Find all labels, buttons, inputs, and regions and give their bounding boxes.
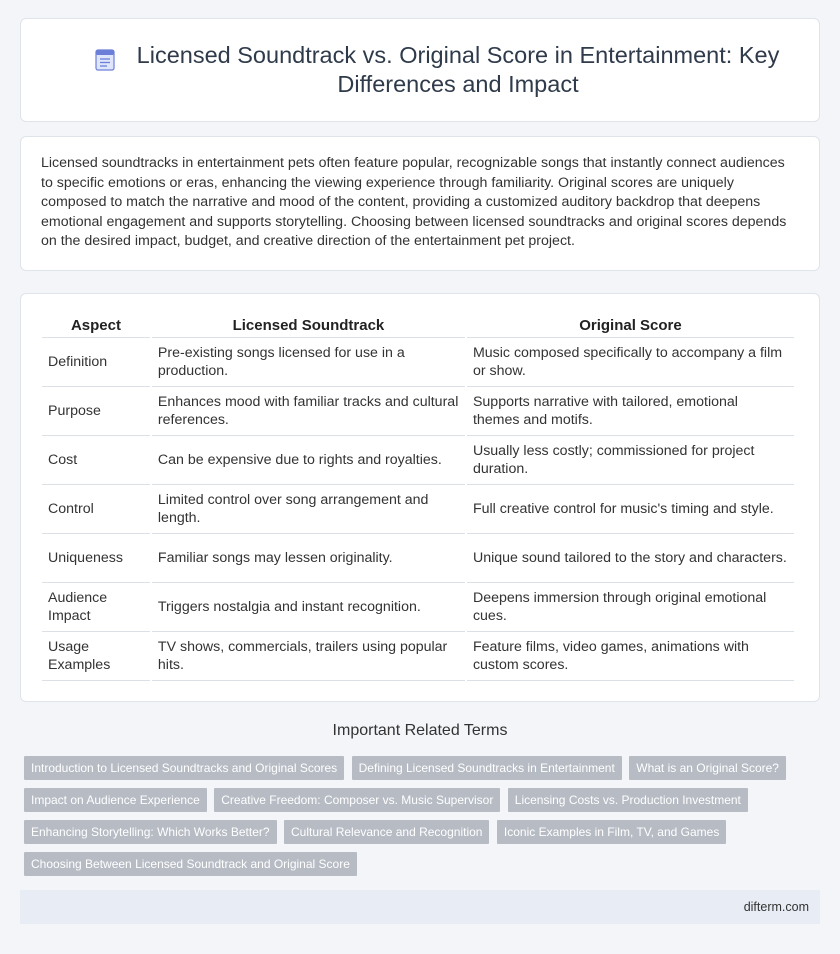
page-title: Licensed Soundtrack vs. Original Score in Entertainment: Key Differences and Impact: [136, 42, 780, 97]
cell-original: Unique sound tailored to the story and characters.: [467, 534, 794, 583]
related-term-link[interactable]: Defining Licensed Soundtracks in Entertainment: [352, 756, 622, 780]
cell-aspect: Uniqueness: [42, 534, 150, 583]
table-row: [42, 485, 794, 534]
document-icon: [92, 47, 118, 73]
cell-aspect: Purpose: [42, 387, 150, 436]
table-row: [42, 632, 794, 681]
site-name[interactable]: difterm.com: [743, 900, 809, 914]
cell-aspect: Audience Impact: [42, 583, 150, 632]
related-term-link[interactable]: Cultural Relevance and Recognition: [284, 820, 489, 844]
cell-licensed: Limited control over song arrangement and length.: [152, 485, 465, 534]
comparison-card: [20, 293, 820, 702]
cell-licensed: Enhances mood with familiar tracks and cultural references.: [152, 387, 465, 436]
table-row: [42, 436, 794, 485]
cell-original: Usually less costly; commissioned for project duration.: [467, 436, 794, 485]
related-term-link[interactable]: Licensing Costs vs. Production Investment: [508, 788, 748, 812]
cell-original: Deepens immersion through original emotional cues.: [467, 583, 794, 632]
cell-aspect: Control: [42, 485, 150, 534]
table-row: [42, 534, 794, 583]
title-card: [20, 18, 820, 122]
cell-original: Full creative control for music's timing and style.: [467, 485, 794, 534]
cell-original: Supports narrative with tailored, emotional themes and motifs.: [467, 387, 794, 436]
related-term-link[interactable]: Creative Freedom: Composer vs. Music Supervisor: [214, 788, 500, 812]
cell-aspect: Usage Examples: [42, 632, 150, 681]
cell-licensed: TV shows, commercials, trailers using popular hits.: [152, 632, 465, 681]
cell-original: Music composed specifically to accompany a film or show.: [467, 338, 794, 387]
header-aspect: Aspect: [42, 314, 150, 338]
intro-paragraph: Licensed soundtracks in entertainment pets often feature popular, recognizable songs that instantly connect audiences to specific emotions or eras, enhancing the viewing experience through familiarity. Original scores are uniquely composed to match the narrative and mood of the content, providing a customized auditory backdrop that deepens emotional engagement and supports storytelling. Choosing between licensed soundtracks and original scores depends on the desired impact, budget, and creative direction of the entertainment pet project.: [41, 155, 787, 250]
related-term-link[interactable]: Iconic Examples in Film, TV, and Games: [497, 820, 726, 844]
intro-card: [20, 136, 820, 271]
related-term-link[interactable]: Enhancing Storytelling: Which Works Better?: [24, 820, 277, 844]
related-term-link[interactable]: What is an Original Score?: [629, 756, 786, 780]
related-term-link[interactable]: Choosing Between Licensed Soundtrack and Original Score: [24, 852, 357, 876]
cell-original: Feature films, video games, animations with custom scores.: [467, 632, 794, 681]
cell-licensed: Triggers nostalgia and instant recognition.: [152, 583, 465, 632]
cell-aspect: Cost: [42, 436, 150, 485]
header-original: Original Score: [467, 314, 794, 338]
cell-aspect: Definition: [42, 338, 150, 387]
header-licensed: Licensed Soundtrack: [152, 314, 465, 338]
related-terms-list: [24, 756, 824, 884]
cell-licensed: Pre-existing songs licensed for use in a production.: [152, 338, 465, 387]
table-row: [42, 387, 794, 436]
cell-licensed: Can be expensive due to rights and royalties.: [152, 436, 465, 485]
table-header-row: [42, 314, 794, 338]
related-term-link[interactable]: Impact on Audience Experience: [24, 788, 207, 812]
table-row: [42, 338, 794, 387]
comparison-table: [40, 314, 796, 681]
related-terms-heading: Important Related Terms: [332, 722, 508, 739]
table-row: [42, 583, 794, 632]
cell-licensed: Familiar songs may lessen originality.: [152, 534, 465, 583]
footer-bar: [20, 890, 820, 924]
related-term-link[interactable]: Introduction to Licensed Soundtracks and Original Scores: [24, 756, 344, 780]
